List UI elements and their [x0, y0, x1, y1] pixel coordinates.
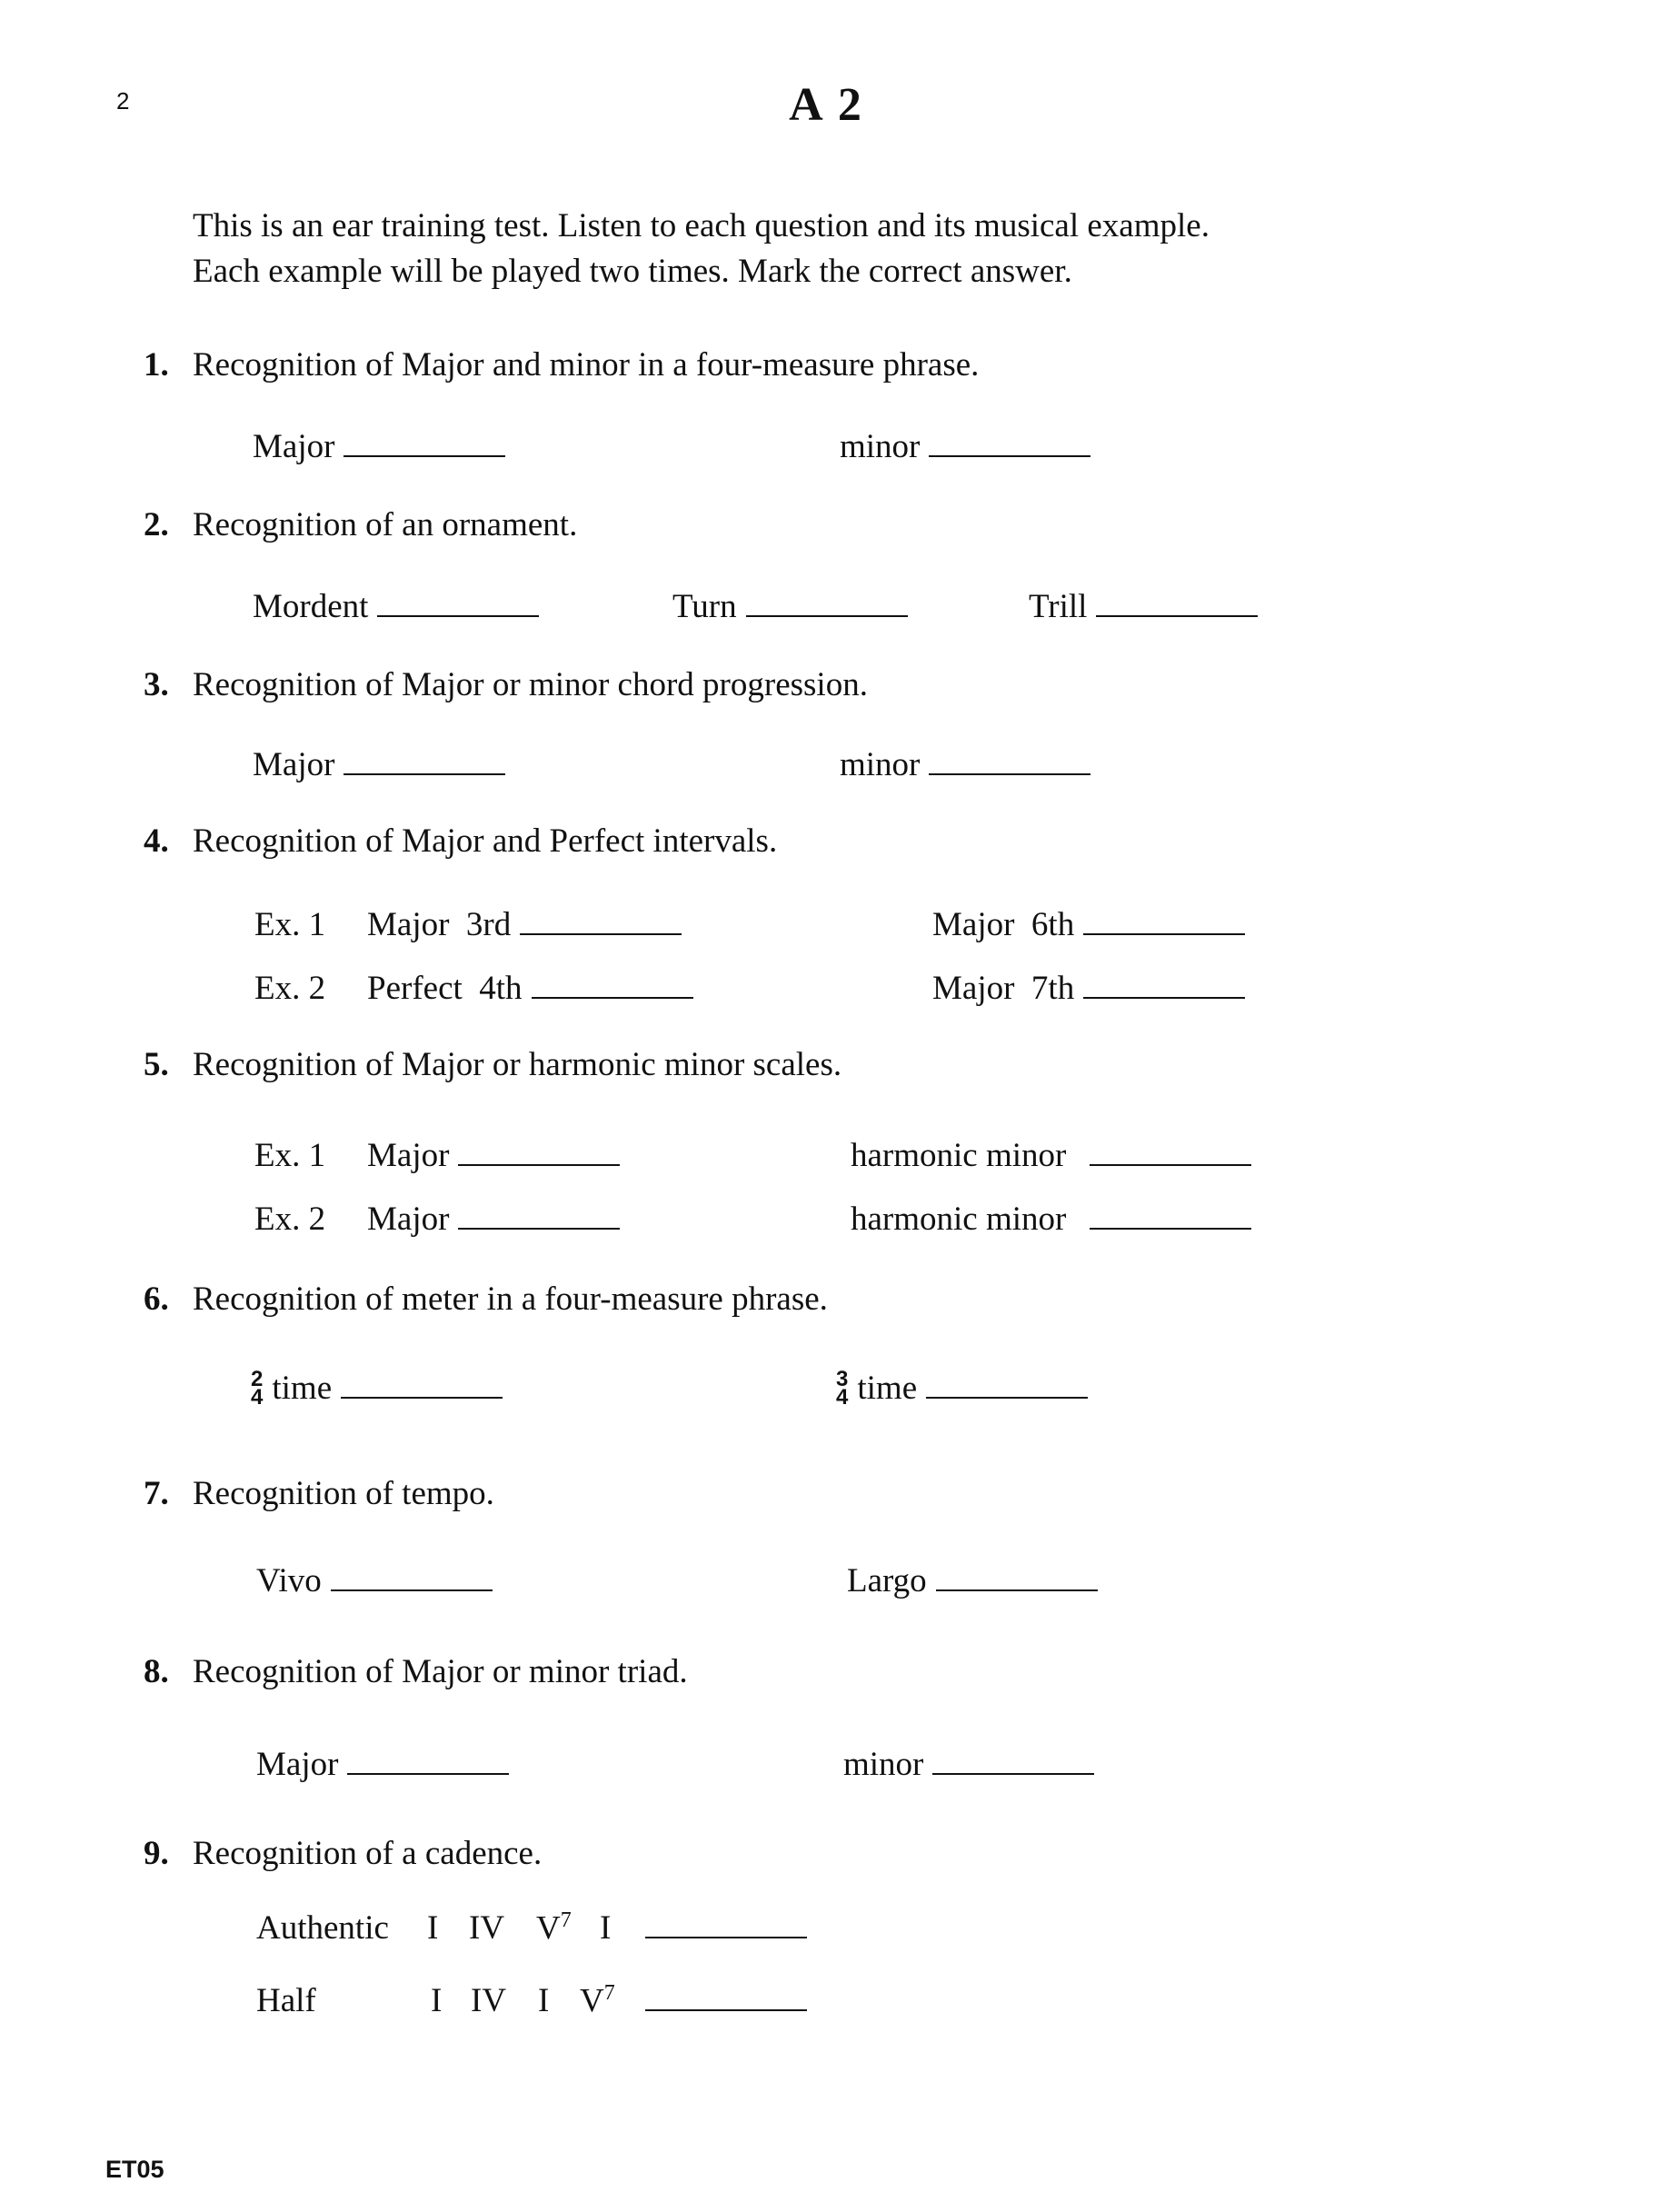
option-label: Major 6th — [932, 906, 1075, 943]
question-7 — [144, 1474, 494, 1513]
answer-blank[interactable] — [1096, 593, 1258, 617]
option-label: Major — [253, 428, 335, 465]
instructions — [193, 204, 1210, 294]
answer-blank[interactable] — [929, 752, 1090, 775]
q4-option-major-3rd[interactable] — [367, 905, 682, 944]
question-number: 4. — [144, 822, 169, 860]
answer-blank[interactable] — [1090, 1142, 1251, 1166]
option-label: Largo — [847, 1562, 927, 1599]
q9-option-authentic[interactable] — [636, 1908, 807, 1948]
time-signature-3-4: 3 4 — [836, 1367, 849, 1410]
q9-option-half[interactable] — [636, 1981, 807, 2020]
page-number: 2 — [116, 87, 130, 115]
answer-blank[interactable] — [645, 1915, 807, 1938]
q4-option-perfect-4th[interactable] — [367, 969, 693, 1008]
q7-option-vivo[interactable] — [256, 1561, 493, 1600]
question-text: Recognition of Major and Perfect intervals. — [193, 822, 778, 860]
q6-option-3-4-time[interactable] — [836, 1369, 1088, 1408]
q1-option-major[interactable] — [253, 427, 505, 466]
question-text: Recognition of an ornament. — [193, 506, 578, 543]
q3-option-minor[interactable] — [840, 745, 1090, 784]
option-label: Major 3rd — [367, 906, 512, 943]
option-label: harmonic minor — [851, 1137, 1067, 1174]
question-number: 9. — [144, 1835, 169, 1872]
question-3 — [144, 665, 868, 704]
answer-blank[interactable] — [746, 593, 908, 617]
answer-blank[interactable] — [377, 593, 539, 617]
q8-option-minor[interactable] — [843, 1745, 1094, 1784]
q5-ex2-label: Ex. 2 — [254, 1201, 326, 1238]
question-text: Recognition of Major or harmonic minor scales. — [193, 1046, 842, 1083]
q5-ex1-option-major[interactable] — [367, 1136, 620, 1175]
option-label: Turn — [672, 588, 737, 625]
option-label: Major — [367, 1201, 450, 1238]
option-label: Perfect 4th — [367, 970, 523, 1007]
answer-blank[interactable] — [936, 1568, 1098, 1591]
q4-option-major-6th[interactable] — [932, 905, 1245, 944]
instructions-line-2: Each example will be played two times. Mark the correct answer. — [193, 253, 1072, 290]
option-label: Major — [253, 746, 335, 783]
question-number: 8. — [144, 1653, 169, 1690]
question-text: Recognition of tempo. — [193, 1475, 494, 1512]
option-label: Mordent — [253, 588, 369, 625]
answer-blank[interactable] — [532, 975, 693, 999]
question-number: 3. — [144, 666, 169, 703]
answer-blank[interactable] — [926, 1375, 1088, 1399]
q9-authentic-label: Authentic — [256, 1909, 389, 1947]
chord-symbol: I — [538, 1982, 550, 2019]
question-text: Recognition of Major and minor in a four-measure phrase. — [193, 346, 980, 384]
question-9 — [144, 1834, 542, 1873]
question-8 — [144, 1652, 688, 1691]
answer-blank[interactable] — [645, 1988, 807, 2011]
question-number: 1. — [144, 346, 169, 384]
question-text: Recognition of meter in a four-measure phrase. — [193, 1280, 828, 1318]
q7-option-largo[interactable] — [847, 1561, 1098, 1600]
question-text: Recognition of a cadence. — [193, 1835, 543, 1872]
chord-symbol: I — [600, 1909, 612, 1947]
option-label: Major 7th — [932, 970, 1075, 1007]
q4-option-major-7th[interactable] — [932, 969, 1245, 1008]
time-signature-2-4: 2 4 — [251, 1367, 264, 1410]
question-5 — [144, 1045, 841, 1084]
chord-symbol: $V^7$ — [536, 1908, 572, 1948]
answer-blank[interactable] — [1090, 1206, 1251, 1230]
q2-option-trill[interactable] — [1029, 587, 1258, 626]
option-label: Major — [256, 1746, 339, 1783]
q5-ex2-option-major[interactable] — [367, 1200, 620, 1239]
q5-ex1-label: Ex. 1 — [254, 1137, 326, 1174]
instructions-line-1: This is an ear training test. Listen to each question and its musical example. — [193, 207, 1210, 244]
chord-symbol: IV — [469, 1909, 505, 1947]
q9-half-label: Half — [256, 1982, 316, 2019]
question-2 — [144, 505, 577, 544]
chord-symbol: I — [431, 1982, 443, 2019]
option-label: Vivo — [256, 1562, 322, 1599]
q5-ex1-option-harmonic-minor[interactable] — [851, 1136, 1251, 1175]
question-number: 5. — [144, 1046, 169, 1083]
answer-blank[interactable] — [341, 1375, 503, 1399]
question-text: Recognition of Major or minor triad. — [193, 1653, 688, 1690]
option-label: minor — [840, 746, 921, 783]
q5-ex2-option-harmonic-minor[interactable] — [851, 1200, 1251, 1239]
option-label: time — [857, 1370, 918, 1407]
question-number: 2. — [144, 506, 169, 543]
option-label: harmonic minor — [851, 1201, 1067, 1238]
question-1 — [144, 345, 979, 384]
q8-option-major[interactable] — [256, 1745, 509, 1784]
chord-symbol: I — [427, 1909, 439, 1947]
q3-option-major[interactable] — [253, 745, 505, 784]
chord-symbol: $V^7$ — [580, 1981, 615, 2020]
option-label: Major — [367, 1137, 450, 1174]
footer-code: ET05 — [105, 2156, 164, 2183]
question-4 — [144, 822, 777, 861]
question-number: 7. — [144, 1475, 169, 1512]
answer-blank[interactable] — [932, 1751, 1094, 1775]
answer-blank[interactable] — [1083, 975, 1245, 999]
answer-blank[interactable] — [331, 1568, 493, 1591]
answer-blank[interactable] — [929, 433, 1090, 457]
q4-ex2-label: Ex. 2 — [254, 970, 326, 1007]
answer-blank[interactable] — [344, 433, 505, 457]
answer-blank[interactable] — [458, 1206, 620, 1230]
option-label: minor — [843, 1746, 924, 1783]
q1-option-minor[interactable] — [840, 427, 1090, 466]
q2-option-mordent[interactable] — [253, 587, 539, 626]
q6-option-2-4-time[interactable] — [251, 1369, 503, 1408]
page-title: A 2 — [789, 79, 864, 131]
question-text: Recognition of Major or minor chord progression. — [193, 666, 868, 703]
option-label: minor — [840, 428, 921, 465]
q4-ex1-label: Ex. 1 — [254, 906, 326, 943]
answer-blank[interactable] — [1083, 912, 1245, 935]
q2-option-turn[interactable] — [672, 587, 908, 626]
question-6 — [144, 1280, 828, 1319]
option-label: time — [272, 1370, 333, 1407]
chord-symbol: IV — [471, 1982, 507, 2019]
option-label: Trill — [1029, 588, 1088, 625]
question-number: 6. — [144, 1280, 169, 1318]
answer-blank[interactable] — [344, 752, 505, 775]
answer-blank[interactable] — [458, 1142, 620, 1166]
answer-blank[interactable] — [347, 1751, 509, 1775]
answer-blank[interactable] — [520, 912, 682, 935]
